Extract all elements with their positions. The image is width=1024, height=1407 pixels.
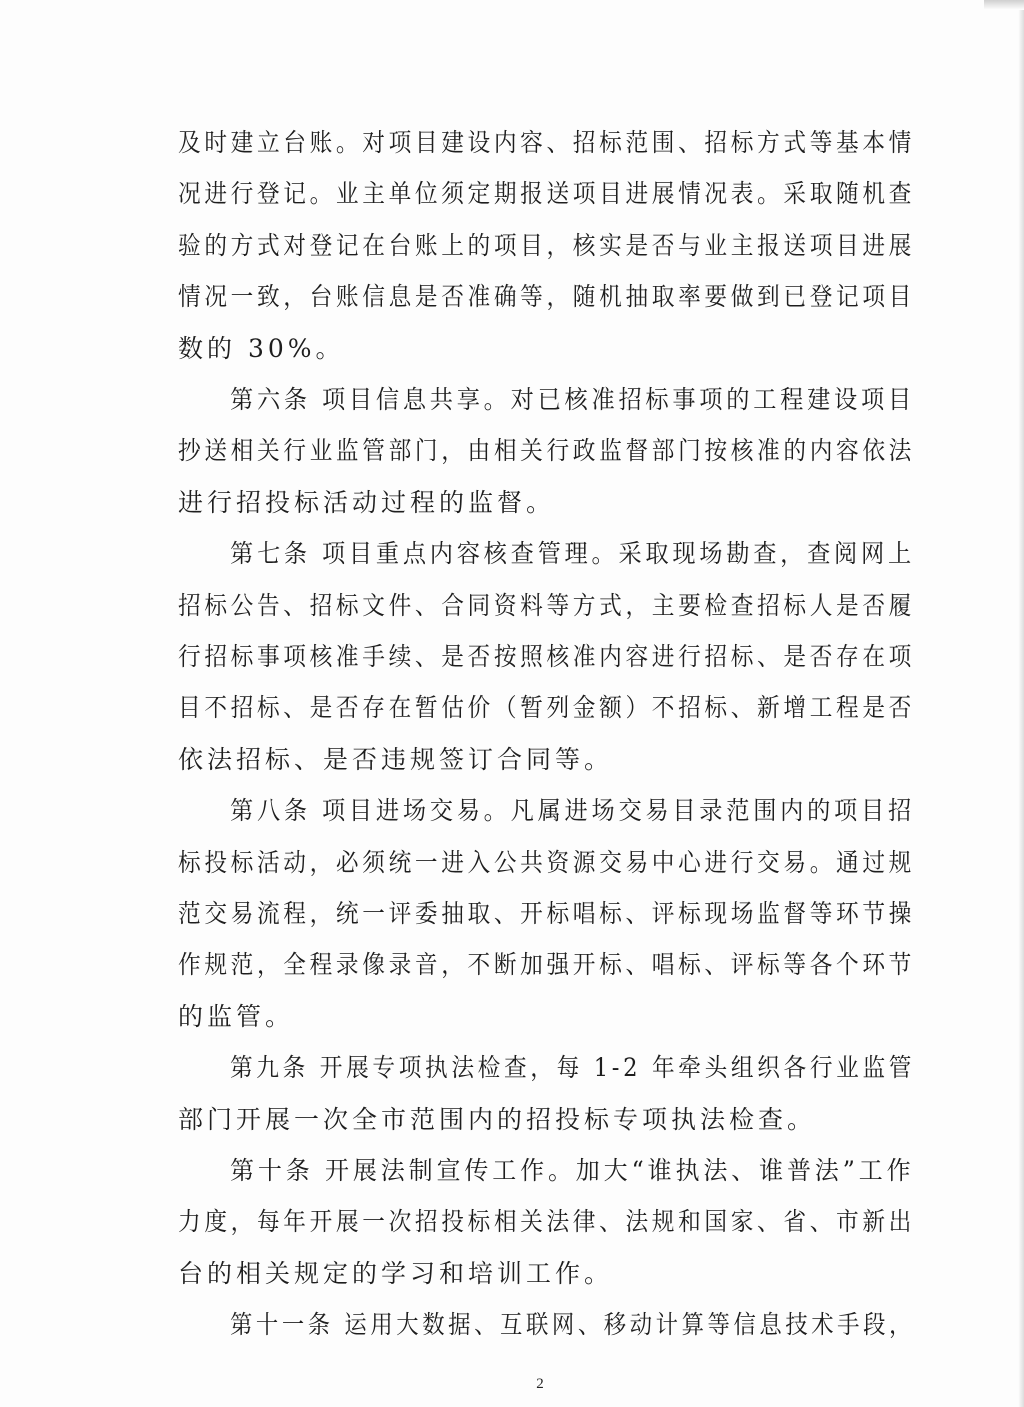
scan-corner-shadow — [984, 0, 1024, 10]
text-line: 目不招标、是否存在暂估价（暂列金额）不招标、新增工程是否 — [178, 693, 915, 722]
article-heading-line: 第六条 项目信息共享。对已核准招标事项的工程建设项目 — [230, 385, 915, 414]
text-line: 标投标活动，必须统一进入公共资源交易中心进行交易。通过规 — [178, 848, 915, 877]
scan-edge-shadow — [1018, 0, 1024, 1407]
text-line: 情况一致，台账信息是否准确等，随机抽取率要做到已登记项目 — [178, 282, 915, 311]
article-heading-line: 第十条 开展法制宣传工作。加大“谁执法、谁普法”工作 — [230, 1156, 915, 1185]
text-line: 部门开展一次全市范围内的招投标专项执法检查。 — [178, 1105, 817, 1134]
text-line: 作规范，全程录像录音，不断加强开标、唱标、评标等各个环节 — [178, 950, 915, 979]
text-line: 进行招投标活动过程的监督。 — [178, 488, 556, 517]
text-line: 及时建立台账。对项目建设内容、招标范围、招标方式等基本情 — [178, 128, 915, 157]
text-line: 验的方式对登记在台账上的项目，核实是否与业主报送项目进展 — [178, 231, 915, 260]
text-line: 况进行登记。业主单位须定期报送项目进展情况表。采取随机查 — [178, 179, 915, 208]
text-line: 依法招标、是否违规签订合同等。 — [178, 745, 614, 774]
text-line: 数的 30%。 — [178, 334, 345, 363]
text-line: 抄送相关行业监管部门，由相关行政监督部门按核准的内容依法 — [178, 436, 915, 465]
article-heading-line: 第八条 项目进场交易。凡属进场交易目录范围内的项目招 — [230, 796, 915, 825]
text-line: 行招标事项核准手续、是否按照核准内容进行招标、是否存在项 — [178, 642, 915, 671]
article-heading-line: 第七条 项目重点内容核查管理。采取现场勘查，查阅网上 — [230, 539, 915, 568]
text-line: 招标公告、招标文件、合同资料等方式，主要检查招标人是否履 — [178, 591, 915, 620]
text-line: 范交易流程，统一评委抽取、开标唱标、评标现场监督等环节操 — [178, 899, 915, 928]
text-line: 力度，每年开展一次招投标相关法律、法规和国家、省、市新出 — [178, 1207, 915, 1236]
article-heading-line: 第十一条 运用大数据、互联网、移动计算等信息技术手段， — [230, 1310, 915, 1339]
text-line: 的监管。 — [178, 1002, 295, 1031]
page-number: 2 — [536, 1376, 544, 1392]
text-line: 台的相关规定的学习和培训工作。 — [178, 1259, 614, 1288]
article-heading-line: 第九条 开展专项执法检查，每 1-2 年牵头组织各行业监管 — [230, 1053, 916, 1082]
